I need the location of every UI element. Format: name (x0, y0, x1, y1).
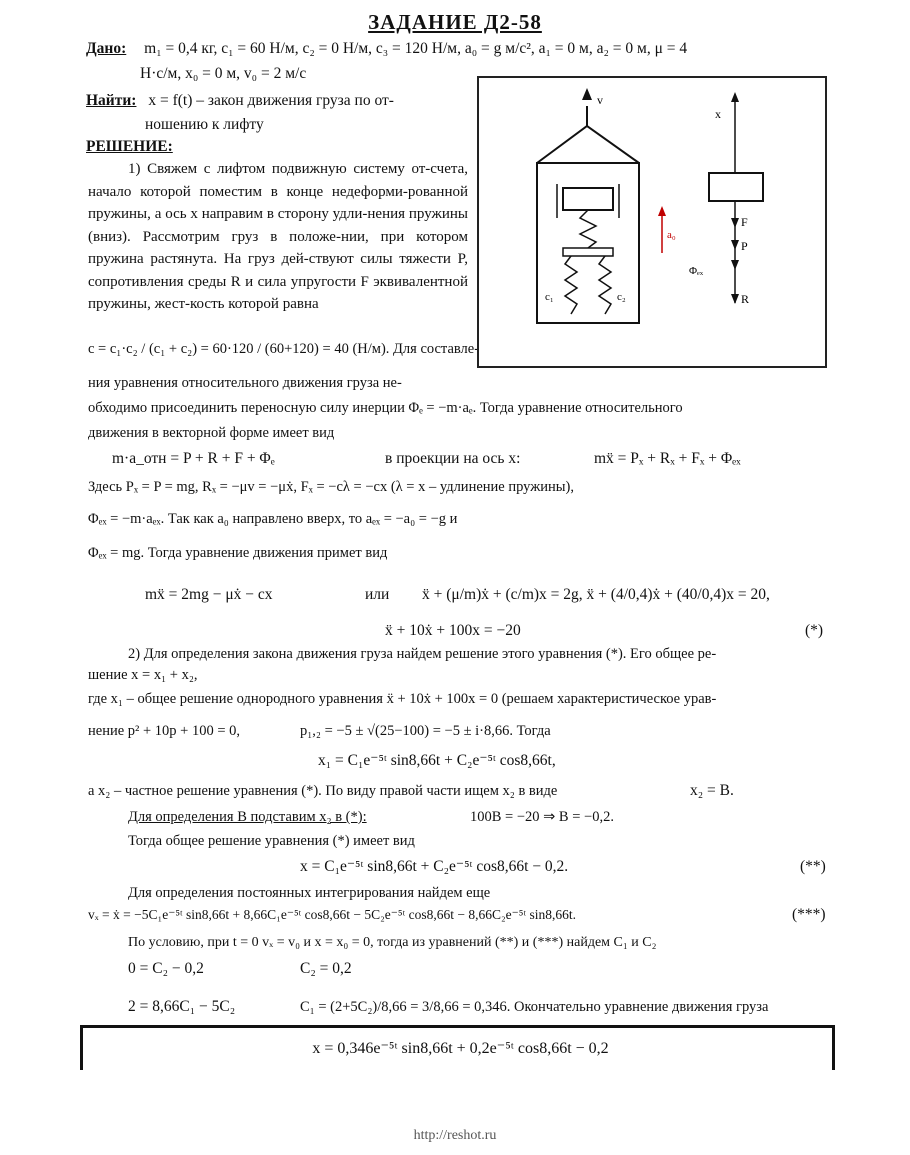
text-line-b: обходимо присоединить переносную силу инерции Φₑ = −m·aₑ. Тогда уравнение относительного (88, 400, 683, 416)
p2-x1: x₁ = C₁e⁻⁵ᵗ sin8,66t + C₂e⁻⁵ᵗ cos8,66t, (318, 752, 556, 769)
formula-stiffness: c = c₁·c₂ / (c₁ + c₂) = 60·120 / (60+120) = 40 (Н/м). Для составле- (88, 341, 480, 357)
lift-diagram (479, 78, 825, 366)
where-line-3: Φₑₓ = mg. Тогда уравнение движения примет вид (88, 545, 388, 561)
label-F: F (741, 215, 748, 229)
find-row-1 (86, 90, 394, 112)
a0-arrow-icon (658, 206, 666, 216)
eq-projection: mẍ = Pₓ + Rₓ + Fₓ + Φₑₓ (594, 450, 741, 467)
p2-c1a: 2 = 8,66C₁ − 5C₂ (128, 998, 236, 1015)
mass-block (563, 188, 613, 210)
text-line-a: ния уравнения относительного движения груза не- (88, 375, 402, 391)
right-spring (599, 256, 611, 314)
eq-vector: m·a_отн = P + R + F + Φₑ (112, 450, 275, 467)
footer-url: http://reshot.ru (413, 1128, 497, 1143)
solution-paragraph-1: 1) Свяжем с лифтом подвижную систему от-счета, начало которой поместим в конце недеформи-рованной пружины, а ось x направим в сторону удли-нения пружины (вниз). Рассмотрим груз в положе-нии, при котором пружина растянута. На груз дей-ствуют силы тяжести P, сопротивления среды R и сила упругости F эквивалентной пружины, жест-кость которой равна (88, 161, 468, 312)
p2-velocity: vₓ = ẋ = −5C₁e⁻⁵ᵗ sin8,66t + 8,66C₁e⁻⁵ᵗ cos8,66t − 5C₂e⁻⁵ᵗ cos8,66t − 8,66C₂e⁻⁵ᵗ sin8,66t. (88, 907, 576, 922)
p2-roots: p₁,₂ = −5 ± √(25−100) = −5 ± i·8,66. Тогда (300, 723, 551, 739)
p2-c2a: 0 = C₂ − 0,2 (128, 960, 204, 977)
eq-motion-c: ẍ + 10ẋ + 100x = −20 (385, 622, 521, 639)
p2-line-9: По условию, при t = 0 vₓ = v₀ и x = x₀ = 0, тогда из уравнений (**) и (***) найдем C₁ и C₂ (128, 935, 657, 950)
p2-x2: x₂ = B. (690, 782, 734, 799)
solution-label: РЕШЕНИЕ: (86, 138, 173, 155)
given-label: Дано: (86, 40, 127, 57)
p2-line-8: Для определения постоянных интегрирования найдем еще (128, 885, 491, 901)
lift-roof (537, 126, 639, 163)
p2-line-3: где x₁ – общее решение однородного уравнения ẍ + 10ẋ + 100x = 0 (решаем характеристическое урав- (88, 691, 717, 707)
p2-c2b: C₂ = 0,2 (300, 960, 352, 977)
label-c1: c₁ (545, 291, 554, 303)
label-c2: c₂ (617, 291, 626, 303)
label-phi: Φₑₓ (689, 265, 704, 277)
label-x: x (715, 107, 721, 121)
label-P: P (741, 239, 748, 253)
where-line-2: Φₑₓ = −m·aₑₓ. Так как a₀ направлено вверх, то aₑₓ = −a₀ = −g и (88, 511, 458, 527)
p2-line-7: Тогда общее решение уравнения (*) имеет вид (128, 833, 415, 849)
given-row-1 (86, 38, 687, 60)
label-R: R (741, 292, 750, 306)
given-values-1: m₁ = 0,4 кг, c₁ = 60 Н/м, c₂ = 0 Н/м, c₃ = 120 Н/м, a₀ = g м/с², a₁ = 0 м, a₂ = 0 м, μ = 4 (144, 40, 688, 57)
p2-line-5: а x₂ – частное решение уравнения (*). По виду правой части ищем x₂ в виде (88, 783, 558, 799)
force-P-arrow-icon (731, 240, 739, 250)
page-title: ЗАДАНИЕ Д2-58 (368, 10, 542, 34)
eq-projection-label: в проекции на ось x: (385, 450, 521, 467)
force-R-arrow-icon (731, 294, 739, 304)
x-axis-arrow-icon (731, 92, 739, 102)
p2-line-6: Для определения B подставим x₂ в (*): (128, 809, 367, 825)
left-spring (565, 256, 577, 314)
text-line-c: движения в векторной форме имеет вид (88, 425, 335, 441)
p2-line-1: 2) Для определения закона движения груза найдем решение этого уравнения (*). Его общее ре- (128, 646, 717, 662)
force-body (709, 173, 763, 201)
eq-star-mark: (*) (805, 622, 824, 639)
p2-line-6b: 100B = −20 ⇒ B = −0,2. (470, 809, 614, 825)
upper-spring (580, 210, 596, 248)
p2-c1b: C₁ = (2+5C₂)/8,66 = 3/8,66 = 0,346. Окончательно уравнение движения груза (300, 999, 769, 1015)
force-F-arrow-icon (731, 218, 739, 228)
where-line-1: Здесь Pₓ = P = mg, Rₓ = −μv = −μẋ, Fₓ = −cλ = −cx (λ = x – удлинение пружины), (88, 479, 574, 495)
find-text-2: ношению к лифту (145, 116, 264, 133)
p2-general-mark: (**) (800, 858, 826, 875)
find-label: Найти: (86, 92, 137, 109)
label-v: v (597, 93, 603, 107)
p2-general: x = C₁e⁻⁵ᵗ sin8,66t + C₂e⁻⁵ᵗ cos8,66t − 0,2. (300, 858, 569, 875)
cable-arrow-icon (582, 88, 592, 100)
eq-motion-b: ẍ + (μ/m)ẋ + (c/m)x = 2g, ẍ + (4/0,4)ẋ + (40/0,4)x = 20, (422, 586, 770, 603)
label-a0: a₀ (667, 229, 676, 241)
eq-or: или (365, 586, 390, 603)
p2-line-4: нение p² + 10p + 100 = 0, (88, 723, 241, 739)
given-values-2: Н·с/м, x₀ = 0 м, v₀ = 2 м/с (140, 65, 307, 82)
figure-frame (477, 76, 827, 368)
force-phi-arrow-icon (731, 260, 739, 270)
eq-motion-a: mẍ = 2mg − μẋ − cx (145, 586, 273, 603)
find-text-1: x = f(t) – закон движения груза по от- (148, 92, 394, 109)
p2-line-2: шение x = x₁ + x₂, (88, 667, 198, 683)
answer-box (80, 1025, 835, 1070)
p2-velocity-mark: (***) (792, 906, 826, 923)
answer-formula: x = 0,346e⁻⁵ᵗ sin8,66t + 0,2e⁻⁵ᵗ cos8,66t − 0,2 (312, 1040, 609, 1057)
spring-plate (563, 248, 613, 256)
